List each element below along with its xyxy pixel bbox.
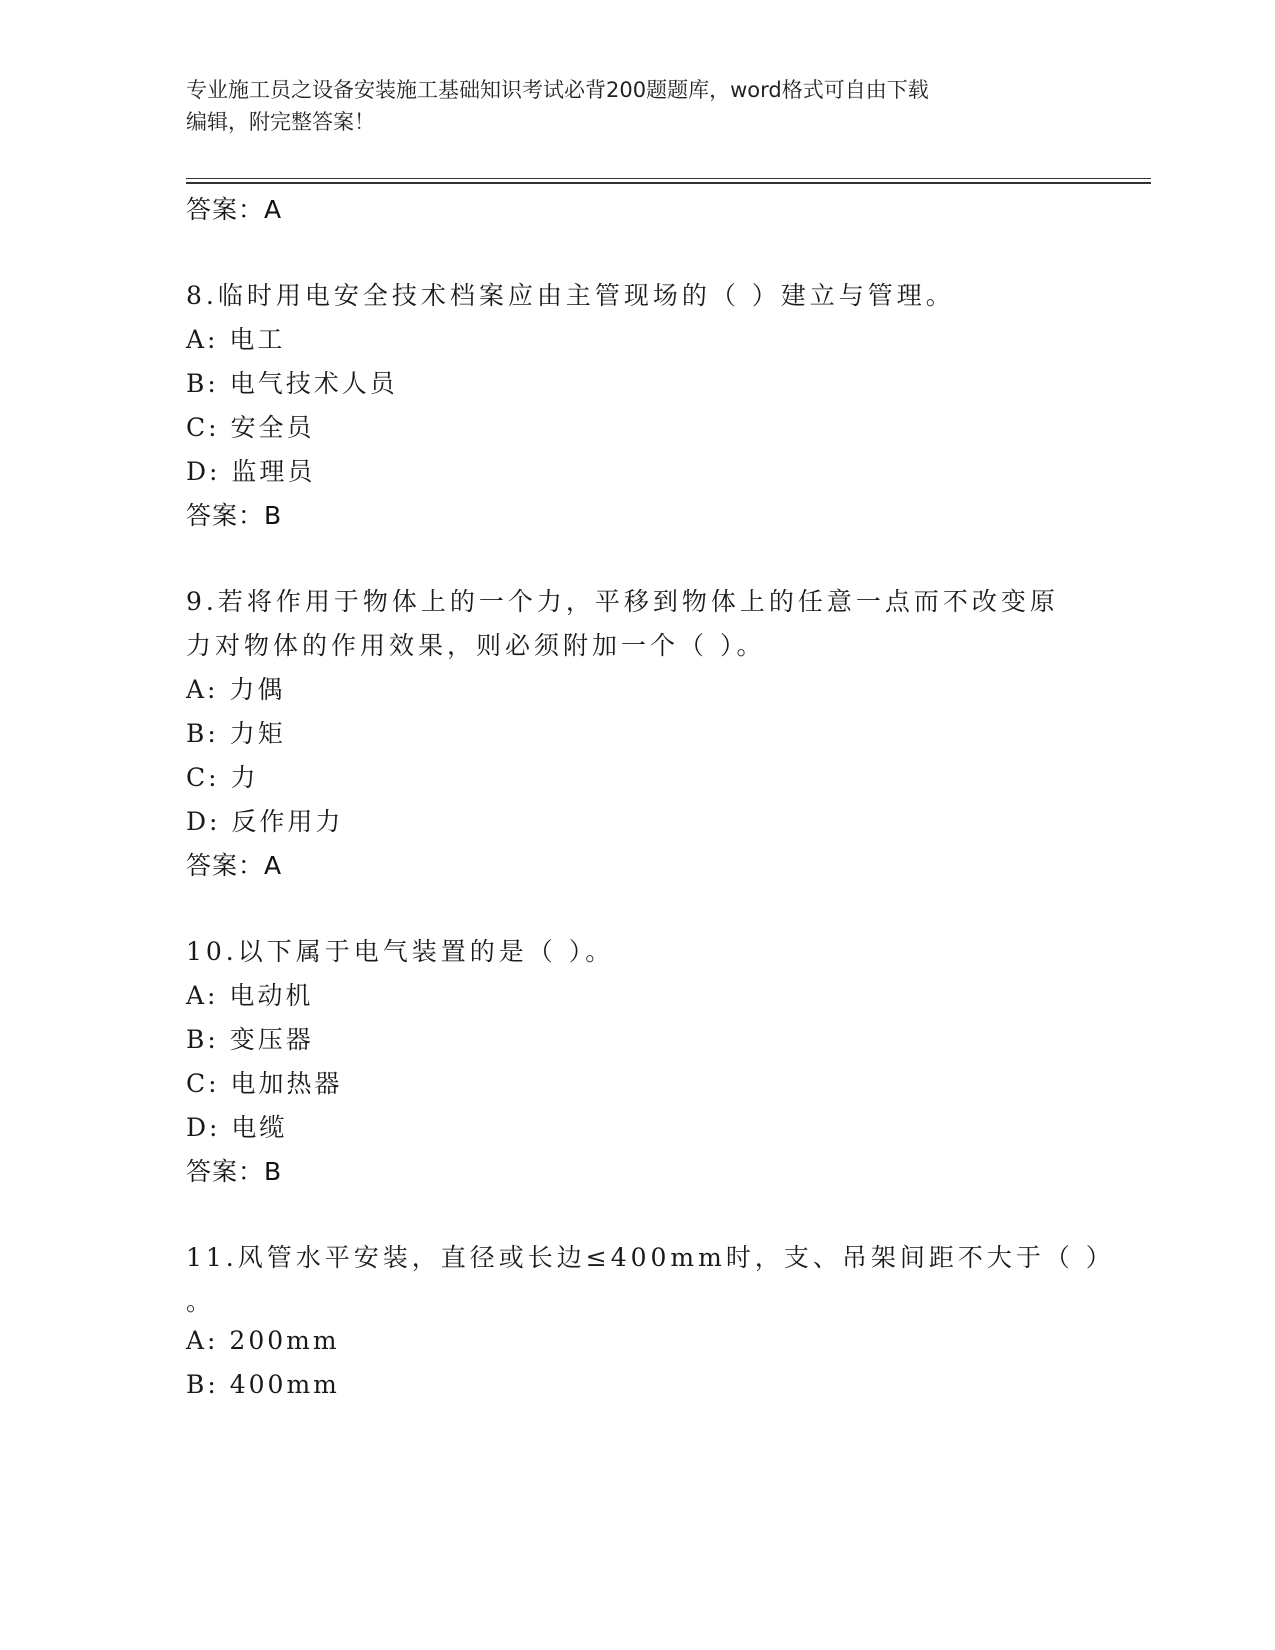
question-8-option-a: A: 电工	[186, 325, 286, 354]
question-10-stem: 10.以下属于电气装置的是（ ）。	[186, 937, 615, 966]
answer-q10: 答案：B	[186, 1157, 283, 1186]
header-divider-thin	[186, 178, 1151, 179]
answer-q9: 答案：A	[186, 851, 283, 880]
answer-q8: 答案：B	[186, 501, 283, 530]
question-9-stem-line-2: 力对物体的作用效果，则必须附加一个（ ）。	[186, 631, 766, 660]
question-10-option-b: B: 变压器	[186, 1025, 314, 1054]
question-9-option-d: D: 反作用力	[186, 807, 344, 836]
question-10-option-c: C: 电加热器	[186, 1069, 343, 1098]
document-header	[186, 74, 1066, 138]
question-11-option-a: A: 200mm	[186, 1326, 340, 1355]
answer-q7: 答案：A	[186, 195, 283, 224]
header-line-1: 专业施工员之设备安装施工基础知识考试必背200题题库，word格式可自由下载	[186, 78, 929, 102]
question-8-option-c: C: 安全员	[186, 413, 315, 442]
question-11-option-b: B: 400mm	[186, 1370, 340, 1399]
header-line-2: 编辑，附完整答案！	[186, 110, 375, 134]
question-8-stem: 8.临时用电安全技术档案应由主管现场的（ ）建立与管理。	[186, 281, 955, 310]
question-11-stem-line-2: 。	[186, 1287, 216, 1316]
question-10-option-a: A: 电动机	[186, 981, 314, 1010]
question-8-option-b: B: 电气技术人员	[186, 369, 398, 398]
question-8-option-d: D: 监理员	[186, 457, 316, 486]
question-9-option-a: A: 力偶	[186, 675, 286, 704]
question-11-stem-line-1: 11.风管水平安装，直径或长边≤400mm时，支、吊架间距不大于（ ）	[186, 1243, 1115, 1272]
question-9-option-b: B: 力矩	[186, 719, 286, 748]
header-divider-thick	[186, 182, 1151, 184]
question-9-option-c: C: 力	[186, 763, 259, 792]
question-9-stem-line-1: 9.若将作用于物体上的一个力，平移到物体上的任意一点而不改变原	[186, 587, 1059, 616]
question-10-option-d: D: 电缆	[186, 1113, 288, 1142]
